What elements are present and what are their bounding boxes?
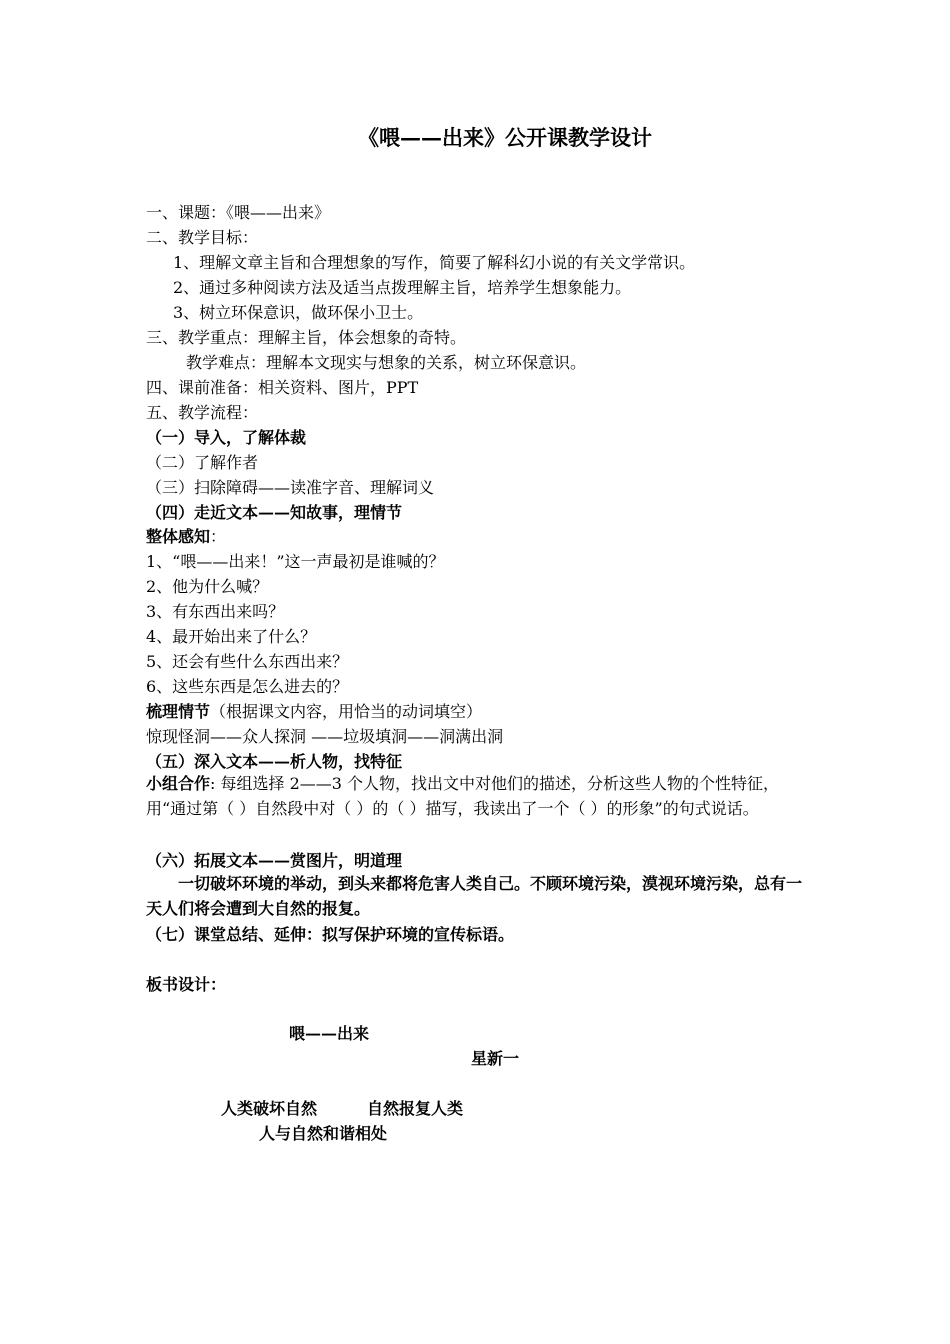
board-design-label: 板书设计：	[146, 975, 227, 994]
overall-perception-colon: ：	[210, 527, 227, 546]
overall-perception-label: 整体感知	[146, 527, 211, 546]
question-6: 6、这些东西是怎么进去的？	[146, 677, 349, 696]
group-cooperation-label: 小组合作	[146, 774, 211, 793]
flow-step-3: （三）扫除障碍——读准字音、理解词义	[146, 478, 435, 497]
goal-item-1: 1、理解文章主旨和合理想象的写作，简要了解科幻小说的有关文学常识。	[173, 253, 696, 272]
section-flow-heading: 五、教学流程：	[146, 403, 259, 422]
question-4: 4、最开始出来了什么？	[146, 627, 317, 646]
flow-step-1: （一）导入，了解体裁	[146, 428, 307, 447]
overall-perception	[146, 527, 226, 547]
flow-step-7: （七）课堂总结、延伸：拟写保护环境的宣传标语。	[146, 925, 515, 944]
goal-item-2: 2、通过多种阅读方法及适当点拨理解主旨，培养学生想象能力。	[173, 278, 632, 297]
board-title: 喂——出来	[289, 1024, 370, 1043]
flow-step-6-text: 一切破坏环境的举动，到头来都将危害人类自己。不顾环境污染，漠视环境污染，总有一天人们将会遭到大自然的报复。	[146, 874, 803, 918]
section-key-points: 三、教学重点：理解主旨，体会想象的奇特。	[146, 328, 467, 347]
group-cooperation-text: : 每组选择 2——3 个人物，找出文中对他们的描述，分析这些人物的个性特征，用“通过第（ ）自然段中对（ ）的（ ）描写，我读出了一个（ ）的形象”的句式说话。	[146, 774, 780, 818]
plot-sorting-note: （根据课文内容，用恰当的动词填空）	[210, 702, 483, 721]
board-right-text: 自然报复人类	[367, 1099, 464, 1118]
question-2: 2、他为什么喊？	[146, 577, 269, 596]
flow-step-6: （六）拓展文本——赏图片，明道理	[146, 851, 403, 870]
section-goals-heading: 二、教学目标：	[146, 228, 259, 247]
question-3: 3、有东西出来吗？	[146, 602, 285, 621]
goal-item-3: 3、树立环保意识，做环保小卫士。	[173, 303, 424, 322]
section-topic: 一、课题：《喂——出来》	[146, 203, 331, 222]
board-bottom-text: 人与自然和谐相处	[259, 1124, 388, 1143]
board-author: 星新一	[471, 1049, 520, 1068]
section-preparation: 四、课前准备：相关资料、图片，PPT	[146, 378, 419, 397]
group-cooperation	[146, 771, 814, 821]
question-1: 1、“喂——出来！”这一声最初是谁喊的？	[146, 552, 445, 571]
flow-step-2: （二）了解作者	[146, 453, 259, 472]
plot-line: 惊现怪洞——众人探洞 ——垃圾填洞——洞满出洞	[146, 727, 504, 746]
question-5: 5、还会有些什么东西出来？	[146, 652, 349, 671]
plot-sorting	[146, 702, 482, 722]
flow-step-5: （五）深入文本——析人物，找特征	[146, 752, 403, 771]
flow-step-4: （四）走近文本——知故事，理情节	[146, 503, 403, 522]
document-title: 《喂——出来》公开课教学设计	[358, 125, 652, 150]
board-left-text: 人类破坏自然	[221, 1099, 318, 1118]
plot-sorting-label: 梳理情节	[146, 702, 211, 721]
section-difficulties: 教学难点：理解本文现实与想象的关系，树立环保意识。	[186, 353, 587, 372]
